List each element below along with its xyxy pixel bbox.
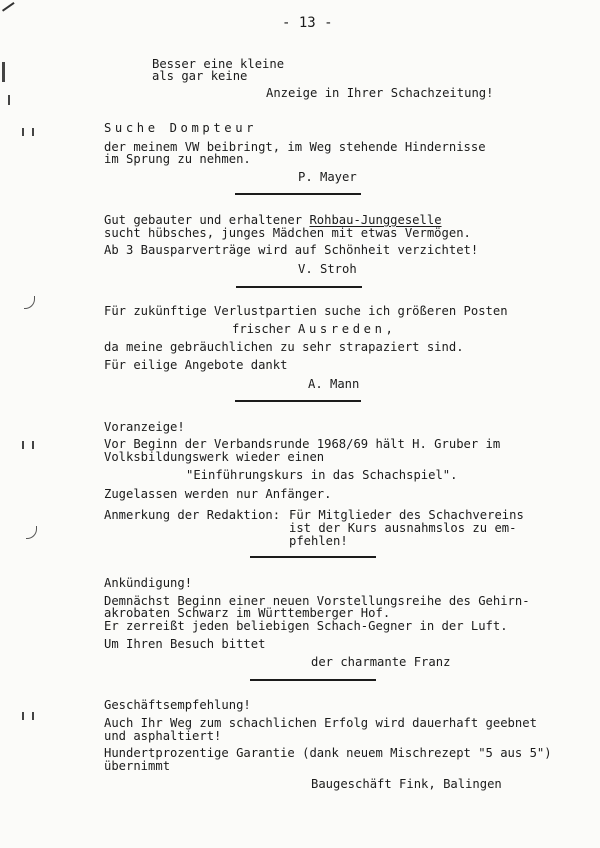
ad4-line4: Für eilige Angebote dankt (104, 358, 288, 372)
ad3-line3: Ab 3 Bausparverträge wird auf Schönheit verzichtet! (104, 243, 479, 257)
ad3-highlight: Rohbau-Junggeselle (309, 213, 442, 227)
ad2-line2: im Sprung zu nehmen. (104, 152, 251, 166)
ad1-line3: Anzeige in Ihrer Schachzeitung! (266, 86, 494, 100)
ad2-line1: der meinem VW beibringt, im Weg stehende Hindernisse (104, 140, 486, 154)
ad7-heading: Geschäftsempfehlung! (104, 698, 251, 712)
ad5-line3: "Einführungskurs in das Schachspiel". (186, 468, 458, 482)
punch-mark (22, 441, 24, 449)
ad5-line1: Vor Beginn der Verbandsrunde 1968/69 hält H. Gruber im (104, 437, 501, 451)
ad3-signature: V. Stroh (298, 262, 357, 276)
ad7-line4: übernimmt (104, 759, 171, 773)
punch-mark (22, 128, 24, 136)
separator-rule (250, 679, 376, 681)
ad6-line1: Demnächst Beginn einer neuen Vorstellungsreihe des Gehirn- (104, 594, 530, 608)
separator-rule (235, 193, 361, 195)
ad4-comma: , (385, 322, 393, 336)
margin-curve (24, 296, 35, 309)
punch-mark (8, 95, 10, 105)
punch-mark (32, 128, 34, 136)
ad7-signature: Baugeschäft Fink, Balingen (311, 777, 502, 791)
ad5-note-line1: Für Mitglieder des Schachvereins (289, 508, 524, 522)
ad2-heading: Suche Dompteur (104, 121, 258, 135)
ad5-line4: Zugelassen werden nur Anfänger. (104, 487, 332, 501)
ad3-line2: sucht hübsches, junges Mädchen mit etwas Vermögen. (104, 226, 471, 240)
ad6-signature: der charmante Franz (311, 655, 451, 669)
ad3-line1-text: Gut gebauter und erhaltener (104, 213, 310, 227)
ad6-heading: Ankündigung! (104, 576, 193, 590)
punch-mark (32, 712, 34, 720)
ad4-line2 (232, 322, 393, 336)
separator-rule (236, 286, 362, 288)
ad4-word2: Ausreden (298, 322, 386, 336)
ad2-signature: P. Mayer (298, 170, 357, 184)
ad4-line1: Für zukünftige Verlustpartien suche ich größeren Posten (104, 304, 508, 318)
ad6-line2: akrobaten Schwarz im Württemberger Hof. (104, 606, 391, 620)
margin-curve (26, 526, 37, 539)
page-number: - 13 - (282, 15, 333, 31)
punch-mark (2, 62, 5, 82)
separator-rule (250, 556, 376, 558)
ad4-line3: da meine gebräuchlichen zu sehr strapaziert sind. (104, 340, 464, 354)
punch-mark (32, 441, 34, 449)
ad5-heading: Voranzeige! (104, 420, 185, 434)
ad6-line4: Um Ihren Besuch bittet (104, 637, 266, 651)
punch-mark (22, 712, 24, 720)
ad7-line2: und asphaltiert! (104, 729, 222, 743)
ad6-line3: Er zerreißt jeden beliebigen Schach-Gegner in der Luft. (104, 619, 508, 633)
ad5-line2: Volksbildungswerk wieder einen (104, 450, 325, 464)
corner-stroke (2, 2, 15, 12)
separator-rule (235, 400, 361, 402)
ad4-word1: frischer (232, 322, 299, 336)
ad5-note-label: Anmerkung der Redaktion: (104, 508, 281, 522)
ad3-line1 (104, 213, 442, 227)
ad4-signature: A. Mann (308, 377, 360, 391)
ad7-line1: Auch Ihr Weg zum schachlichen Erfolg wird dauerhaft geebnet (104, 716, 537, 730)
ad1-line2: als gar keine (152, 69, 248, 83)
ad5-note-line3: pfehlen! (289, 534, 348, 548)
ad5-note-line2: ist der Kurs ausnahmslos zu em- (289, 521, 517, 535)
ad1-line1: Besser eine kleine (152, 57, 285, 71)
ad7-line3: Hundertprozentige Garantie (dank neuem Mischrezept "5 aus 5") (104, 746, 552, 760)
